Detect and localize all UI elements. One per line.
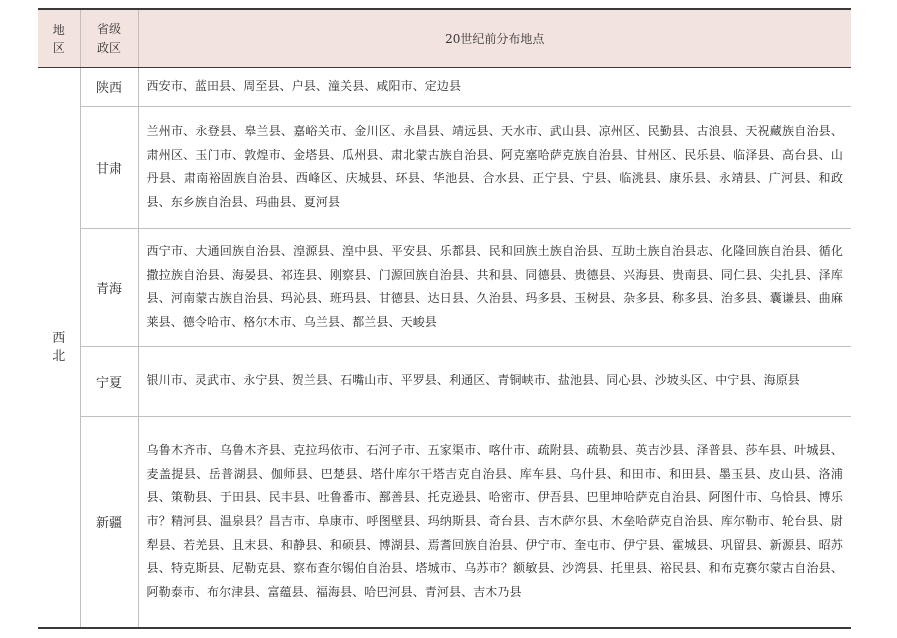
header-province <box>80 9 138 68</box>
places-cell <box>138 228 851 346</box>
table-row <box>38 416 851 628</box>
header-places-label: 20世纪前分布地点 <box>445 32 545 46</box>
header-region-label: 地区 <box>52 22 65 55</box>
header-province-label: 省级政区 <box>96 21 121 55</box>
province-label: 青海 <box>95 281 122 297</box>
table-row <box>38 228 851 346</box>
province-cell <box>80 346 138 416</box>
table-row <box>38 106 851 228</box>
province-cell <box>80 228 138 346</box>
table-row <box>38 68 851 107</box>
province-label: 陕西 <box>95 81 122 97</box>
region-cell <box>38 68 80 629</box>
header-region <box>38 9 80 68</box>
region-label: 西北 <box>52 330 66 364</box>
places-text: 银川市、灵武市、永宁县、贺兰县、石嘴山市、平罗县、利通区、青铜峡市、盐池县、同心县、沙坡头区、中宁县、海原县 <box>146 373 800 388</box>
places-cell <box>138 106 851 228</box>
province-label: 新疆 <box>95 516 122 532</box>
header-places <box>138 9 851 68</box>
places-text: 西宁市、大通回族自治县、湟源县、湟中县、平安县、乐都县、民和回族土族自治县、互助土族自治县志、化隆回族自治县、循化撒拉族自治县、海晏县、祁连县、刚察县、门源回族自治县、共和县、同德县、贵德县、兴海县、贵南县、同仁县、尖扎县、泽库县、河南蒙古族自治县、玛沁县、班玛县、甘德县、达日县、久治县、玛多县、玉树县、杂多县、称多县、治多县、囊谦县、曲麻莱县、德令哈市、格尔木市、乌兰县、都兰县、天峻县 <box>146 243 843 329</box>
table-row <box>38 346 851 416</box>
table-header-row <box>38 9 851 68</box>
places-text: 西安市、蓝田县、周至县、户县、潼关县、咸阳市、定边县 <box>146 79 462 93</box>
province-cell <box>80 68 138 107</box>
places-text: 乌鲁木齐市、乌鲁木齐县、克拉玛依市、石河子市、五家渠市、喀什市、疏附县、疏勒县、英吉沙县、泽普县、莎车县、叶城县、麦盖提县、岳普湖县、伽师县、巴楚县、塔什库尔干塔吉克自治县、库车县、乌什县、和田市、和田县、墨玉县、皮山县、洛浦县、策勒县、于田县、民丰县、吐鲁番市、鄯善县、托克逊县、哈密市、伊吾县、巴里坤哈萨克自治县、阿图什市、乌恰县、博乐市？精河县、温泉县？昌吉市、阜康市、呼图壁县、玛纳斯县、奇台县、吉木萨尔县、木垒哈萨克自治县、库尔勒市、轮台县、尉犁县、若羌县、且末县、和静县、和硕县、博湖县、焉耆回族自治县、伊宁市、奎屯市、伊宁县、霍城县、巩留县、新源县、昭苏县、特克斯县、尼勒克县、察布查尔锡伯自治县、塔城市、乌苏市？额敏县、沙湾县、托里县、裕民县、和布克赛尔蒙古自治县、阿勒泰市、布尔津县、富蕴县、福海县、哈巴河县、青河县、吉木乃县 <box>146 443 843 599</box>
places-text: 兰州市、永登县、皋兰县、嘉峪关市、金川区、永昌县、靖远县、天水市、武山县、凉州区、民勤县、古浪县、天祝藏族自治县、肃州区、玉门市、敦煌市、金塔县、瓜州县、肃北蒙古族自治县、阿克塞哈萨克族自治县、甘州区、民乐县、临泽县、高台县、山丹县、肃南裕固族自治县、西峰区、庆城县、环县、华池县、合水县、正宁县、宁县、临洮县、康乐县、永靖县、广河县、和政县、东乡族自治县、玛曲县、夏河县 <box>146 123 843 209</box>
places-cell <box>138 68 851 107</box>
province-cell <box>80 106 138 228</box>
province-label: 甘肃 <box>95 161 122 177</box>
province-cell <box>80 416 138 628</box>
places-cell <box>138 416 851 628</box>
distribution-table <box>38 8 851 629</box>
places-cell <box>138 346 851 416</box>
province-label: 宁夏 <box>95 375 122 391</box>
